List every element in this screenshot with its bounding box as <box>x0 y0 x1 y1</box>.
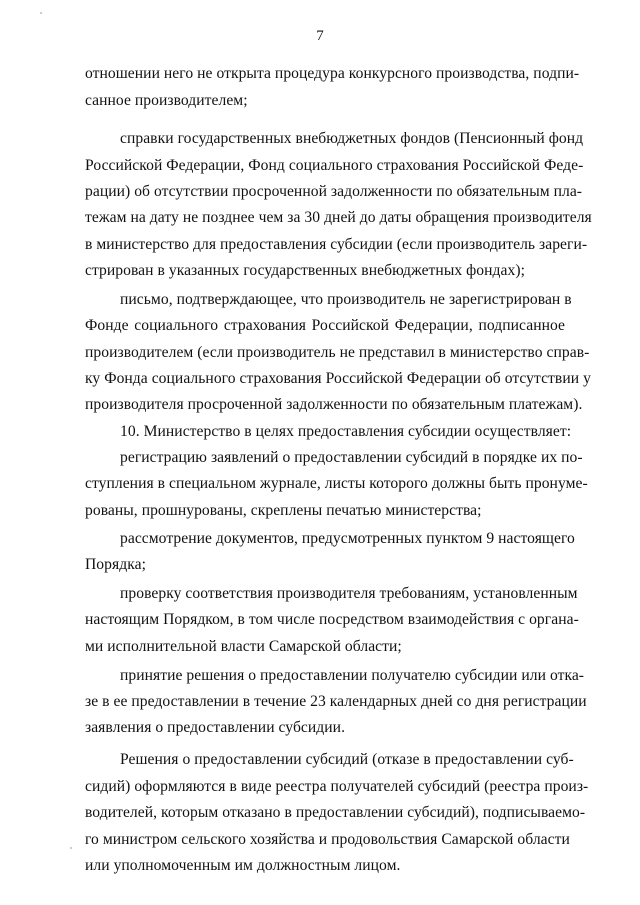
text-line: производителем (если производитель не представил в министерство справ- <box>85 344 590 361</box>
text-line: проверку соответствия производителя требованиям, установленным <box>120 585 578 602</box>
text-line: справки государственных внебюджетных фондов (Пенсионный фонд <box>120 130 584 147</box>
text-line: или уполномоченным им должностным лицом. <box>85 857 401 874</box>
text-line: Порядка; <box>85 556 146 573</box>
text-line: рованы, прошнурованы, скреплены печатью министерства; <box>85 502 482 519</box>
text-line: рассмотрение документов, предусмотренных пунктом 9 настоящего <box>120 530 575 547</box>
scan-speck <box>70 847 72 849</box>
text-line: регистрацию заявлений о предоставлении субсидий в порядке их по- <box>120 449 583 466</box>
text-line: санное производителем; <box>85 92 248 109</box>
text-line: го министром сельского хозяйства и продовольствия Самарской области <box>85 831 570 848</box>
text-line: ми исполнительной власти Самарской области; <box>85 638 402 655</box>
text-line: зе в ее предоставлении в течение 23 календарных дней со дня регистрации <box>85 693 587 710</box>
text-line: Российской Федерации, Фонд социального страхования Российской Феде- <box>85 157 584 174</box>
text-line: принятие решения о предоставлении получателю субсидии или отка- <box>120 667 585 684</box>
text-line: ступления в специальном журнале, листы которого должны быть пронуме- <box>85 475 588 492</box>
text-line: тежам на дату не позднее чем за 30 дней до даты обращения производителя <box>85 209 592 226</box>
text-line: отношении него не открыта процедура конкурсного производства, подпи- <box>85 65 580 82</box>
text-line: сидий) оформляются в виде реестра получателей субсидий (реестра произ- <box>85 778 589 795</box>
text-line: водителей, которым отказано в предоставлении субсидий), подписываемо- <box>85 804 586 821</box>
text-line: заявления о предоставлении субсидии. <box>85 719 346 736</box>
text-line: стрирован в указанных государственных внебюджетных фондах); <box>85 262 525 279</box>
text-line: рации) об отсутствии просроченной задолженности по обязательным пла- <box>85 183 583 200</box>
text-line: ку Фонда социального страхования Российской Федерации об отсутствии у <box>85 370 591 387</box>
text-line: письмо, подтверждающее, что производитель не зарегистрирован в <box>120 291 572 308</box>
text-line: производителя просроченной задолженности по обязательным платежам). <box>85 396 583 413</box>
text-line: 10. Министерство в целях предоставления субсидии осуществляет: <box>120 423 572 440</box>
page-number: 7 <box>316 28 324 44</box>
text-line: Фонде социального страхования Российской Федерации, подписанное <box>85 317 565 334</box>
scan-speck <box>40 12 42 14</box>
text-line: в министерство для предоставления субсидии (если производитель зареги- <box>85 236 588 253</box>
text-line: Решения о предоставлении субсидий (отказе в предоставлении суб- <box>120 751 574 768</box>
text-line: настоящим Порядком, в том числе посредством взаимодействия с органа- <box>85 611 579 628</box>
